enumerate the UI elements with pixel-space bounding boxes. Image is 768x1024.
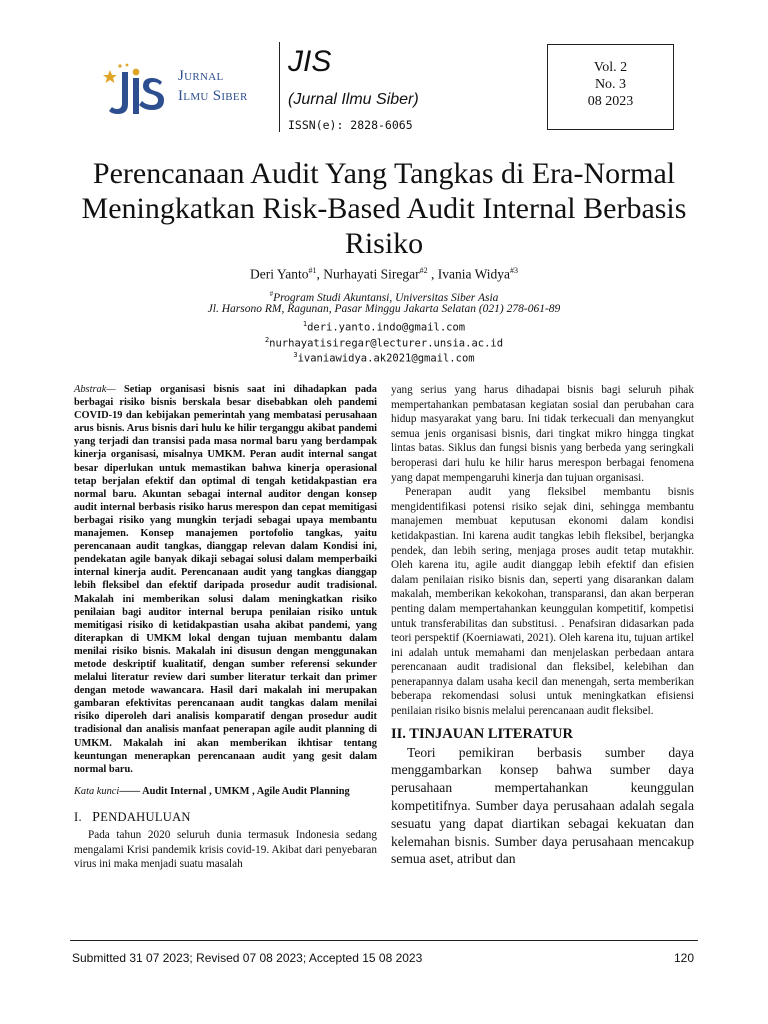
abstract <box>74 383 377 776</box>
author-sup: #3 <box>510 266 519 275</box>
volume-label: Vol. 2 <box>593 60 628 75</box>
section-heading-introduction <box>74 809 377 826</box>
affiliation-line-2: Jl. Harsono RM, Ragunan, Pasar Minggu Jakarta Selatan (021) 278-061-89 <box>207 303 561 315</box>
keywords-text: —— Audit Internal , UMKM , Agile Audit Planning <box>119 785 350 797</box>
right-column <box>391 383 694 868</box>
author-sup: #1 <box>308 266 317 275</box>
section-title-initial: P <box>92 809 101 825</box>
literature-paragraph: Teori pemikiran berbasis sumber daya menggambarkan konsep bahwa sumber daya perusahaan mempertahankan keunggulan kompetitifnya. Sumber daya perusahaan adalah segala sesuatu yang dapat diartikan sebagai kekuatan dan kelemahan bisnis. Sumber daya perusahaan mencakup semua aset, atribut dan <box>391 744 694 867</box>
jis-logo-mark-icon <box>100 62 176 120</box>
section-number: I. <box>74 809 82 824</box>
volume-box <box>547 44 674 130</box>
author-sep: , <box>427 266 438 282</box>
email-address[interactable]: deri.yanto.indo@gmail.com <box>307 321 466 334</box>
footer-rule <box>70 940 698 941</box>
email-sup: 2 <box>264 336 270 344</box>
submission-history: Submitted 31 07 2023; Revised 07 08 2023; Accepted 15 08 2023 <box>72 951 423 965</box>
introduction-paragraph: Pada tahun 2020 seluruh dunia termasuk Indonesia sedang mengalami Krisi pandemik krisis covid-19. Akibat dari penyebaran virus ini maka menjadi suatu masalah <box>74 828 377 871</box>
author-sup: #2 <box>419 266 428 275</box>
author-name: Ivania Widya <box>437 266 511 282</box>
logo-word-ilmu-siber: Ilmu Siber <box>178 88 248 104</box>
keywords <box>74 785 377 798</box>
email-address[interactable]: ivaniawidya.ak2021@gmail.com <box>297 352 475 365</box>
issue-date: 08 2023 <box>587 94 634 109</box>
logo-word-jurnal: Jurnal <box>178 68 224 84</box>
author-list <box>40 262 728 284</box>
page-number: 120 <box>673 951 694 965</box>
number-label: No. 3 <box>594 77 627 92</box>
journal-logo <box>100 62 260 120</box>
author-name: Deri Yanto <box>249 266 309 282</box>
email-address[interactable]: nurhayatisiregar@lecturer.unsia.ac.id <box>269 337 504 350</box>
author-sep: , <box>316 266 324 282</box>
body-paragraph: yang serius yang harus dihadapai bisnis bagi seluruh pihak mempertahankan pembatasan kegiatan sosial dan perubahan cara hidup masyarakat yang baru. Ini tidak terkecuali dan menyangkut semua jenis organisasi bisnis, dari tingkat mikro hingga tingkat lintas batas. Siklus dan fungsi bisnis yang berbeda yang seringkali beroperasi dari hulu ke hilir harus merespon berbagai fenomena yang dapat mempengaruhi kinerja dan tujuan organisasi. <box>391 384 694 484</box>
section-title-rest: ENDAHULUAN <box>100 809 191 824</box>
keywords-label: Kata kunci <box>74 785 120 797</box>
paper-title: Perencanaan Audit Yang Tangkas di Era-Normal Meningkatkan Risk-Based Audit Internal Berbasis Risiko <box>81 157 687 260</box>
affiliation-text: Program Studi Akuntansi, Universitas Siber Asia <box>273 291 499 304</box>
left-column <box>74 383 377 872</box>
affiliation-mark: # <box>269 290 274 298</box>
abstract-text: Setiap organisasi bisnis saat ini dihadapkan pada berbagai risiko bisnis berskala besar disebabkan oleh pandemi COVID-19 dan kebijakan pemerintah yang membatasi perusahaan arus bisnis. Arus bisnis dari hulu ke hilir terganggu akibat pandemi yang terjadi dan transisi pada masa normal baru yang berdampak kinerja organisasi, misalnya UMKM. Peran audit internal sangat besar diperlukan untuk memastikan bahwa kinerja operasional tetap berjalan efektif dan optimal di tengah ketidakpastian era normal baru. Akuntan sebagai internal auditor dengan konsep audit internal berbasis risiko harus merespon dan cepat memitigasi berbagai risiko yang mungkin terjadi sebagai upaya membantu manajemen. Konsep manajemen portofolio tangkas, yaitu perencanaan audit tangkas, dianggap relevan dalam Kondisi ini, pendekatan agile banyak dikaji sebagai solusi dalam memperbaiki internal kinerja audit. Perencanaan audit yang tangkas dianggap lebih fleksibel dan efektif daripada prosedur audit tradisional. Makalah ini memberikan solusi dalam meningkatkan risiko penilaian bagi auditor internal berupa penilaian risiko untuk memitigasi risiko di ketidakpastian usaha akibat pandemi, yang diterapkan di UMKM lokal dengan tujuan membantu dalam menilai risiko bisnis. Makalah ini disusun dengan menggunakan metode deskriptif kualitatif, dengan sumber referensi sekunder melalui literatur review dari sumber literatur terkait dan primer dengan metode wawancara. Hasil dari makalah ini merupakan gambaran efektivitas perencanaan audit tangkas dalam menilai risiko diperoleh dari analisis komparatif dengan prosedur audit tradisional dan analisis manfaat penerapan agile audit planning di UMKM. Makalah ini akan memberikan ikhtisar tentang keuntungan menerapkan perencanaan audit yang gesit dalam normal baru. <box>74 384 377 775</box>
author-email[interactable] <box>40 348 728 367</box>
email-sup: 3 <box>293 351 298 359</box>
author-name: Nurhayati Siregar <box>323 266 420 282</box>
section-heading-literature-review: II. TINJAUAN LITERATUR <box>391 725 573 742</box>
header-divider <box>279 42 280 132</box>
journal-name: (Jurnal Ilmu Siber) <box>288 91 419 108</box>
journal-issn: ISSN(e): 2828-6065 <box>288 118 413 132</box>
body-paragraph: Penerapan audit yang fleksibel membantu bisnis mengidentifikasi potensi risiko sejak dini, sehingga membantu manajemen membuat keputusan ekonomi dalam kondisi ketidakpastian. Ini karena audit tangkas lebih fleksibel, berjangka pendek, dan lebih sering, menjaga proses audit tetap mutakhir. Oleh karena itu, agile audit dianggap lebih efektif dan efisien dalam penilaian risiko bisnis dan, seperti yang disarankan dalam makalah, memberikan kekokohan, transparansi, dan akan berperan penting dalam mempertahankan keunggulan kompetitif, kompetisi untuk transferabilitas dan substitusi. . Penafsiran didasarkan pada teori perspektif (Koerniawati, 2021). Oleh karena itu, tujuan artikel ini adalah untuk memahami dan menjelaskan perbedaan antara perencanaan audit tradisional dan fleksibel, kelebihan dan penerapannya dalam usaha kecil dan menengah, serta memberikan beberapa rekomendasi solusi untuk meningkatkan efisiensi penilaian risiko bisnis melalui perencanaan audit fleksibel. <box>391 486 694 718</box>
journal-abbreviation: JIS <box>288 45 332 78</box>
email-sup: 1 <box>302 320 308 328</box>
abstract-label: Abstrak— <box>74 384 116 395</box>
